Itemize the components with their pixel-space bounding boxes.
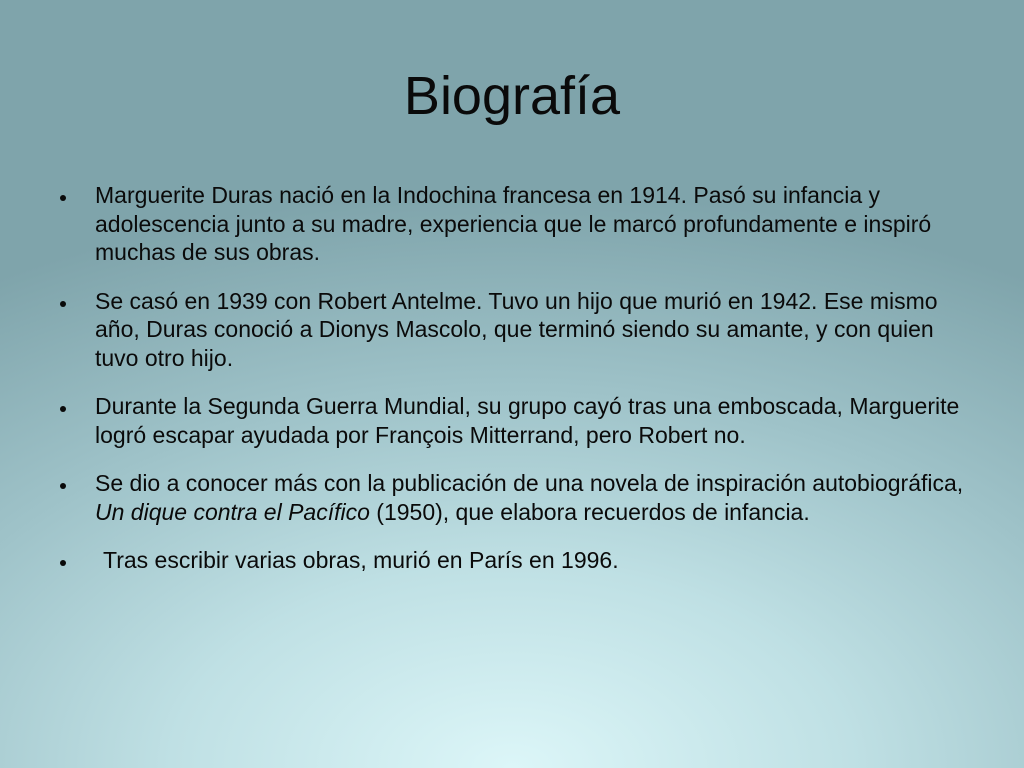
bullet-text xyxy=(95,469,980,526)
bullet-dot-icon xyxy=(60,560,66,566)
bullet-dot-icon xyxy=(60,301,66,307)
bullet-item-3 xyxy=(60,392,980,449)
bullet-text: Se casó en 1939 con Robert Antelme. Tuvo un hijo que murió en 1942. Ese mismo año, Duras conoció a Dionys Mascolo, que terminó siendo su amante, y con quien tuvo otro hijo. xyxy=(95,287,938,371)
bullet-dot-icon xyxy=(60,195,66,201)
bullet-list xyxy=(60,181,980,595)
bullet-text: Durante la Segunda Guerra Mundial, su grupo cayó tras una emboscada, Marguerite logró escapar ayudada por François Mitterrand, pero Robert no. xyxy=(95,393,960,448)
slide-title: Biografía xyxy=(403,66,621,126)
bullet-dot-icon xyxy=(60,483,66,489)
bullet-item-1 xyxy=(60,181,980,267)
bullet-dot-icon xyxy=(60,406,66,412)
bullet-text-part: (1950), que elabora recuerdos de infancia. xyxy=(369,498,810,525)
bullet-text: Marguerite Duras nació en la Indochina francesa en 1914. Pasó su infancia y adolescencia junto a su madre, experiencia que le marcó profundamente e inspiró muchas de sus obras. xyxy=(95,182,932,265)
book-title: Un dique contra el Pacífico xyxy=(95,498,370,525)
bullet-item-2 xyxy=(60,287,980,373)
bullet-item-4 xyxy=(60,469,980,526)
bullet-text: Tras escribir varias obras, murió en París en 1996. xyxy=(103,547,619,573)
bullet-item-5 xyxy=(60,546,980,575)
bullet-text-part: Se dio a conocer más con la publicación de una novela de inspiración autobiográfica, xyxy=(95,470,964,496)
